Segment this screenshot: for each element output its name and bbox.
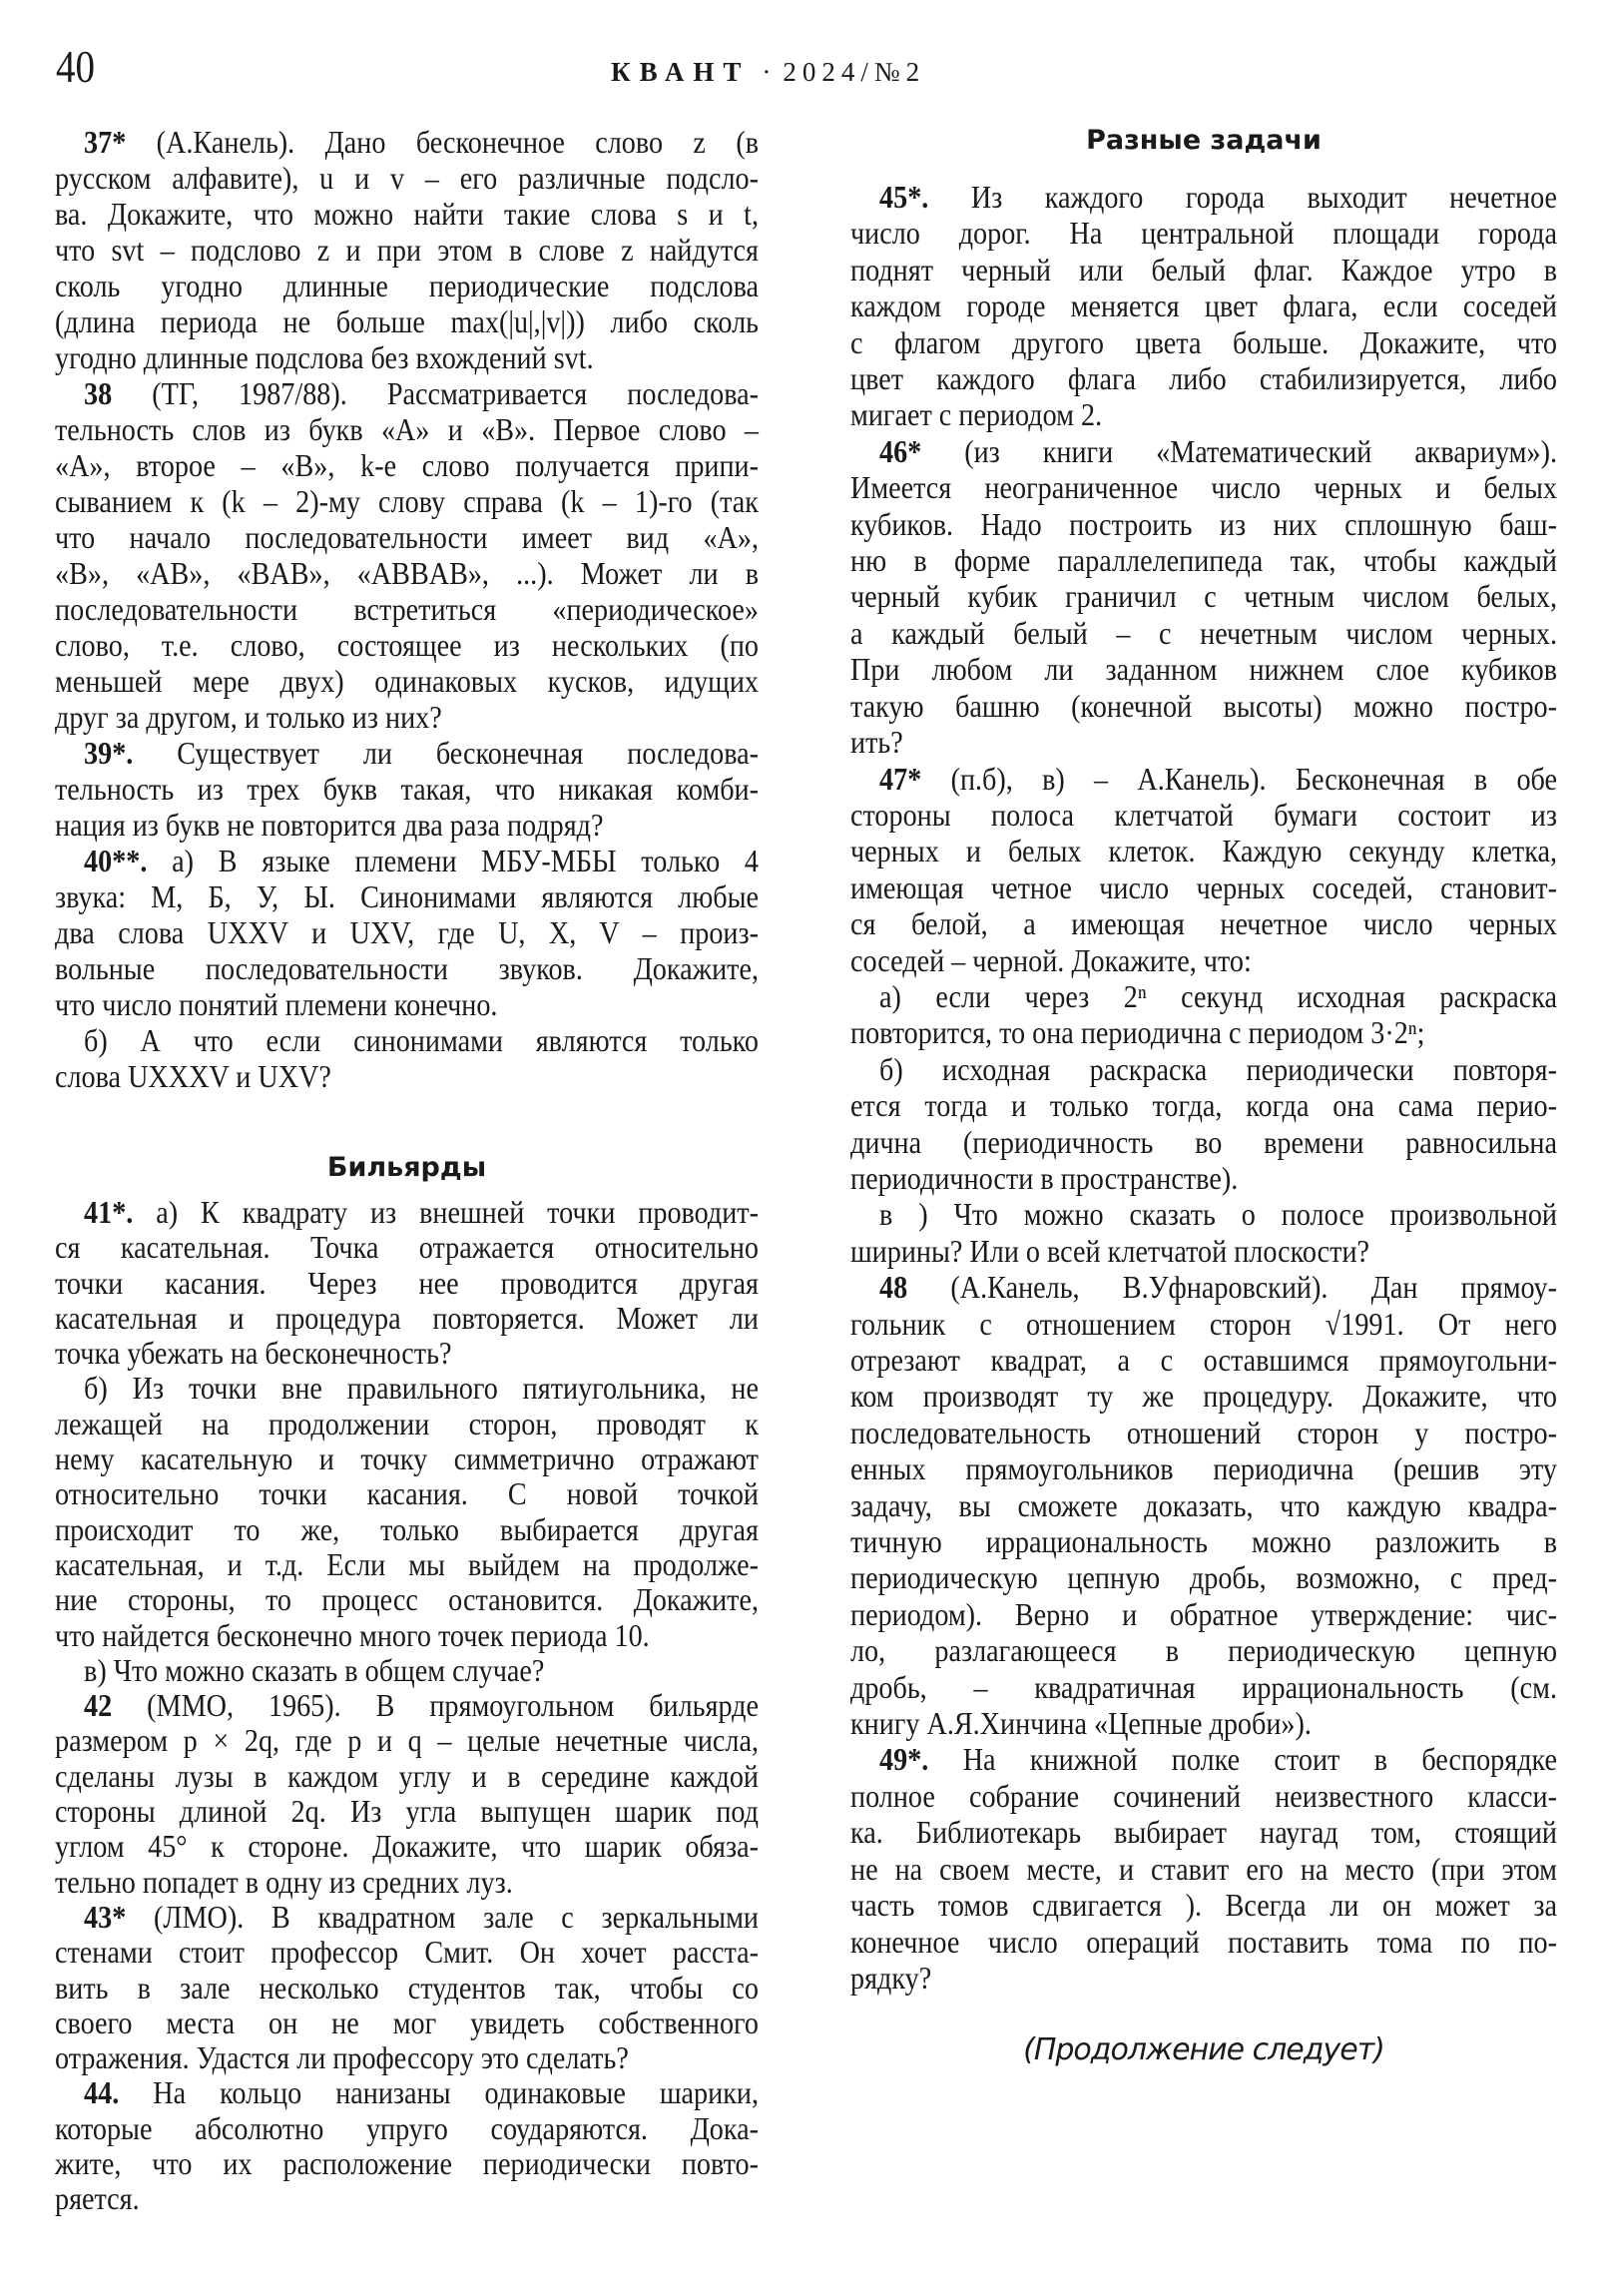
text-line [55,1723,759,1758]
text-line [850,651,1557,687]
problem-39 [55,735,759,843]
line-text: нация из букв не повторится два раза подряд? [55,807,604,843]
problem-subpart [55,1022,759,1094]
text-line [850,869,1557,905]
text-line [850,1160,1557,1196]
problem-49 [850,1741,1557,1996]
problem-number: 44. [84,2074,120,2111]
line-text: б) А что если синонимами являются только [84,1022,759,1058]
line-text: рядку? [850,1959,932,1996]
text-line [55,878,759,914]
problem-number: 38 [84,375,113,411]
line-text: (А.Канель, В.Уфнаровский). Дан прямоу- [950,1269,1558,1306]
text-line [55,807,759,843]
line-text: происходит то же, только выбирается другая [55,1510,759,1547]
problem-37 [55,124,759,375]
line-text: стороны полоса клетчатой бумаги состоит из [850,796,1557,833]
continuation-note: (Продолжение следует) [1023,2032,1384,2067]
text-line [55,843,759,878]
line-text: размером p × 2q, где p и q – целые нечетные числа, [55,1722,759,1759]
line-text: черных и белых клеток. Каждую секунду клетка, [850,833,1557,869]
line-text: При любом ли заданном нижнем слое кубиков [850,651,1557,688]
line-text: ком производят ту же процедуру. Докажите, что [850,1378,1557,1415]
text-line [55,1794,759,1829]
text-line [850,252,1557,287]
text-line [850,215,1557,251]
line-text: На кольцо нанизаны одинаковые шарики, [153,2074,760,2111]
issue-number: 2024/№2 [783,57,926,87]
line-text: ню в форме параллелепипеда так, чтобы каждый [850,542,1557,579]
text-line [850,1814,1557,1850]
line-text: ся белой, а имеющая нечетное число черных [850,905,1557,942]
line-text: тельность слов из букв «A» и «B». Первое слово – [55,411,759,447]
line-text: нему касательную и точку симметрично отражают [55,1440,759,1477]
line-text: меньшей мере двух) одинаковых кусков, идущих [55,663,759,699]
line-text: ить? [850,724,903,761]
line-text: ряется. [55,2180,140,2217]
text-line [850,1306,1557,1342]
line-text: слова UXXXV и UXV? [55,1058,331,1094]
line-text: дробь, – квадратичная иррациональность (см. [850,1668,1557,1705]
text-line [850,1269,1557,1305]
text-line [850,1233,1557,1269]
text-line [850,1741,1557,1777]
text-line [55,1371,759,1406]
text-line [850,1669,1557,1705]
problem-47 [850,761,1557,978]
text-line [850,1596,1557,1632]
text-line [850,1415,1557,1450]
line-text: периодичности в пространстве). [850,1159,1239,1196]
text-line [850,1924,1557,1960]
line-text: два слова UXXV и UXV, где U, X, V – произ- [55,914,759,950]
line-text: мигает с периодом 2. [850,396,1103,433]
line-text: стенами стоит профессор Смит. Он хочет расста- [55,1934,759,1971]
line-text: тичную иррациональность можно разложить в [850,1523,1557,1560]
magazine-title: КВАНТ [611,57,751,87]
text-line [55,1407,759,1441]
text-line [55,1971,759,2006]
text-line [850,1887,1557,1923]
problem-number: 40**. [84,843,148,878]
text-line [55,160,759,196]
line-text: (А.Канель). Дано бесконечное слово z (в [156,124,760,160]
text-line [55,447,759,483]
line-text: ка. Библиотекарь выбирает наугад том, стоящий [850,1814,1557,1851]
line-text: периодическую цепную дробь, возможно, с пред- [850,1559,1557,1596]
problem-46 [850,433,1557,761]
line-text: соседей – черной. Докажите, что: [850,941,1252,978]
problem-48 [850,1269,1557,1741]
problem-42 [55,1688,759,1900]
line-text: имеющая четное число черных соседей, становит- [850,868,1557,905]
line-text: лежащей на продолжении сторон, проводят к [55,1405,759,1441]
text-line [55,1653,759,1688]
problem-number: 41*. [84,1194,134,1230]
problem-number: 37* [84,124,127,160]
text-line [55,483,759,519]
text-line [55,196,759,232]
text-line [55,1865,759,1900]
text-line [850,797,1557,833]
header-separator: · [762,57,772,87]
line-text: енных прямоугольников периодична (решив эту [850,1450,1557,1487]
problem-45 [850,179,1557,433]
problem-41 [55,1195,759,1371]
text-line [850,1014,1557,1050]
problem-subpart [850,978,1557,1051]
line-text: цвет каждого флага либо стабилизируется, либо [850,360,1557,397]
line-text: полное собрание сочинений неизвестного класси- [850,1777,1557,1814]
text-line [850,1960,1557,1996]
text-line [55,1829,759,1864]
text-line [55,2006,759,2040]
line-text: а) В языке племени МБУ-МБЫ только 4 [172,843,760,878]
line-text: тельно попадет в одну из средних луз. [55,1863,513,1900]
text-line [55,1547,759,1582]
text-line [55,232,759,268]
line-text: вольные последовательности звуков. Докажите, [55,950,759,986]
line-text: часть томов сдвигается ). Всегда ли он может за [850,1887,1557,1924]
line-text: б) Из точки вне правильного пятиугольника, не [84,1370,759,1407]
text-line [850,578,1557,614]
text-line [55,2075,759,2110]
text-line [55,1688,759,1723]
text-line [850,1450,1557,1486]
problem-43 [55,1900,759,2075]
text-line [850,1523,1557,1559]
text-line [55,1195,759,1230]
text-line [55,1759,759,1794]
line-text: стороны длиной 2q. Из угла выпущен шарик под [55,1793,759,1830]
line-text: дична (периодичность во времени равносильна [850,1123,1557,1160]
line-text: что svt – подслово z и при этом в слове z найдутся [55,232,759,268]
problem-number: 42 [84,1687,113,1724]
text-line [55,699,759,735]
text-line [55,1935,759,1970]
text-line [850,1851,1557,1887]
text-line [850,396,1557,432]
problem-subpart [850,1051,1557,1197]
line-text: друг за другом, и только из них? [55,699,442,735]
text-line [850,978,1557,1014]
problem-40 [55,843,759,1022]
section-heading-misc-problems: Разные задачи [1086,125,1322,156]
text-line [55,375,759,411]
line-text: (ТГ, 1987/88). Рассматривается последова- [152,375,760,411]
line-text: а) если через 2ⁿ секунд исходная раскраска [879,977,1557,1014]
text-line [55,1022,759,1058]
problem-number: 43* [84,1898,127,1935]
line-text: ло, разлагающееся в периодическую цепную [850,1632,1557,1669]
right-column-problems-45-49 [850,179,1557,1996]
line-text: точки касания. Через нее проводится другая [55,1264,759,1301]
text-line [850,1487,1557,1523]
line-text: слово, т.е. слово, состоящее из нескольких (по [55,627,759,663]
text-line [850,942,1557,978]
text-line [55,771,759,807]
problem-number: 39*. [84,735,134,771]
text-line [55,411,759,447]
line-text: которые абсолютно упруго соударяются. Дока- [55,2109,759,2146]
line-text: каждом городе меняется цвет флага, если соседей [850,287,1557,324]
text-line [850,615,1557,651]
line-text: число дорог. На центральной площади города [850,215,1557,252]
text-line [55,1441,759,1476]
line-text: отрезают квадрат, а с оставшимся прямоугольни- [850,1342,1557,1378]
line-text: тельность из трех букв такая, что никакая комби- [55,771,759,807]
line-text: ние стороны, то процесс остановится. Докажите, [55,1581,759,1618]
text-line [55,124,759,160]
line-text: Из каждого города выходит нечетное [970,179,1558,215]
running-header [611,52,925,92]
text-line [850,833,1557,868]
text-line [850,688,1557,724]
line-text: не на своем месте, и ставит его на место (при этом [850,1850,1557,1887]
text-line [55,591,759,627]
line-text: сколь угодно длинные периодические подслова [55,268,759,303]
text-line [850,761,1557,797]
line-text: сыванием к (k – 2)-му слову справа (k – 1)-го (так [55,483,759,519]
line-text: в ) Что можно сказать о полосе произвольной [879,1196,1557,1233]
text-line [55,1301,759,1336]
line-text: ширины? Или о всей клетчатой плоскости? [850,1232,1370,1269]
line-text: повторится, то она периодична с периодом 3·2ⁿ; [850,1014,1425,1051]
text-line [850,905,1557,941]
text-line [850,1559,1557,1595]
problem-number: 49*. [879,1741,929,1778]
text-line [55,1618,759,1653]
text-line [55,303,759,339]
line-text: такую башню (конечной высоты) можно постро- [850,687,1557,724]
line-text: угодно длинные подслова без вхождений svt. [55,339,594,375]
line-text: отражения. Удастся ли профессору это сделать? [55,2039,629,2076]
text-line [55,1512,759,1547]
text-line [55,2181,759,2216]
text-line [55,735,759,771]
problem-38 [55,375,759,735]
text-line [850,324,1557,360]
line-text: точка убежать на бесконечность? [55,1335,452,1372]
line-text: гольник с отношением сторон √1991. От него [850,1305,1557,1342]
text-line [55,519,759,555]
text-line [850,1087,1557,1123]
line-text: На книжной полке стоит в беспорядке [962,1741,1558,1778]
problem-number: 47* [879,760,922,797]
line-text: б) исходная раскраска периодически повторя- [879,1050,1557,1087]
line-text: задачу, вы сможете доказать, что каждую квадра- [850,1486,1557,1523]
text-line [55,2146,759,2181]
text-line [55,1058,759,1094]
text-line [850,542,1557,578]
line-text: что найдется бесконечно много точек периода 10. [55,1616,650,1653]
text-line [55,1582,759,1617]
text-line [55,268,759,303]
line-text: звука: М, Б, У, Ы. Синонимами являются любые [55,878,759,914]
text-line [850,1342,1557,1378]
line-text: (п.б), в) – А.Канель). Бесконечная в обе [950,760,1558,797]
line-text: Существует ли бесконечная последова- [177,735,760,771]
line-text: с флагом другого цвета больше. Докажите, что [850,323,1557,360]
text-line [55,2111,759,2146]
line-text: жите, что их расположение периодически повто- [55,2145,759,2182]
text-line [850,433,1557,469]
text-line [850,724,1557,760]
text-line [55,950,759,986]
left-column-problems-41-44 [55,1195,759,2217]
line-text: касательная, и т.д. Если мы выйдем на продолже- [55,1545,759,1582]
text-line [850,1778,1557,1814]
left-column-problems-37-40 [55,124,759,1094]
text-line [55,1266,759,1301]
page-number: 40 [56,41,96,92]
line-text: относительно точки касания. С новой точкой [55,1475,759,1512]
line-text: последовательность отношений сторон у постро- [850,1414,1557,1450]
text-line [55,555,759,591]
line-text: что число понятий племени конечно. [55,986,498,1022]
line-text: периодом). Верно и обратное утверждение: чис- [850,1595,1557,1632]
text-line [850,1124,1557,1160]
line-text: «A», второе – «B», k-е слово получается припи- [55,447,759,483]
text-line [850,1632,1557,1668]
problem-number: 45*. [879,179,929,215]
problem-number: 48 [879,1269,908,1306]
line-text: ся касательная. Точка отражается относительно [55,1229,759,1266]
text-line [55,1476,759,1511]
line-text: а) К квадрату из внешней точки проводит- [156,1194,759,1230]
problem-subpart [850,1196,1557,1269]
line-text: конечное число операций поставить тома по по- [850,1923,1557,1960]
problem-subpart [55,1653,759,1688]
line-text: в) Что можно сказать в общем случае? [84,1651,545,1688]
line-text: (ЛМО). В квадратном зале с зеркальными [153,1898,759,1935]
text-line [55,914,759,950]
text-line [850,1705,1557,1741]
line-text: ется тогда и только тогда, когда она сама перио- [850,1087,1557,1124]
text-line [55,2040,759,2075]
line-text: черный кубик граничил с четным числом белых, [850,578,1557,615]
text-line [850,179,1557,215]
text-line [850,1378,1557,1414]
line-text: ва. Докажите, что можно найти такие слова s и t, [55,196,759,232]
text-line [55,627,759,663]
line-text: своего места он не мог увидеть собственного [55,2004,759,2040]
line-text: что начало последовательности имеет вид «A», [55,519,759,555]
line-text: вить в зале несколько студентов так, чтобы со [55,1969,759,2006]
problem-subpart [55,1371,759,1652]
line-text: углом 45° к стороне. Докажите, что шарик обяза- [55,1828,759,1865]
text-line [850,506,1557,542]
text-line [55,339,759,375]
line-text: (ММО, 1965). В прямоугольном бильярде [147,1687,759,1724]
line-text: касательная и процедура повторяется. Может ли [55,1299,759,1336]
line-text: Имеется неограниченное число черных и белых [850,469,1557,506]
line-text: кубиков. Надо построить из них сплошную баш- [850,505,1557,542]
line-text: последовательности встретиться «периодическое» [55,591,759,627]
line-text: «B», «AB», «BAB», «ABBAB», ...). Может ли в [55,555,759,591]
line-text: (из книги «Математический аквариум»). [964,432,1557,469]
line-text: а каждый белый – с нечетным числом черных. [850,614,1557,651]
line-text: (длина периода не больше max(|u|,|v|)) либо сколь [55,303,759,339]
text-line [55,986,759,1022]
text-line [850,469,1557,505]
text-line [55,663,759,699]
text-line [850,1196,1557,1232]
text-line [850,1051,1557,1087]
text-line [55,1230,759,1265]
line-text: поднят черный или белый флаг. Каждое утро в [850,251,1557,287]
problem-44 [55,2075,759,2216]
text-line [850,287,1557,323]
line-text: русском алфавите), u и v – его различные подсло- [55,160,759,196]
problem-number: 46* [879,432,922,469]
line-text: книгу А.Я.Хинчина «Цепные дроби»). [850,1705,1312,1742]
text-line [55,1336,759,1371]
text-line [850,360,1557,396]
text-line [55,1900,759,1935]
line-text: сделаны лузы в каждом углу и в середине каждой [55,1757,759,1794]
section-heading-billiards: Бильярды [326,1152,487,1183]
